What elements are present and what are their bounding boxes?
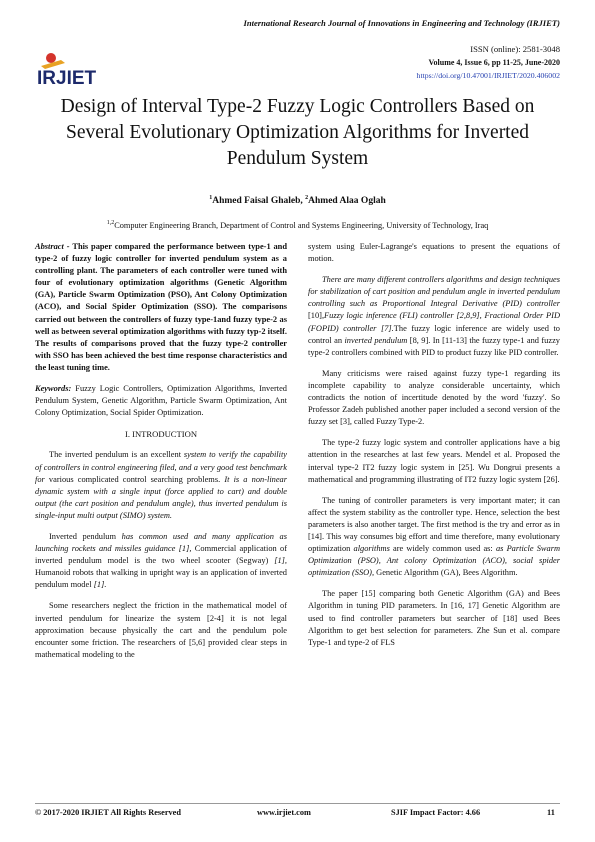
keywords-label: Keywords:	[35, 384, 76, 394]
right-paragraph-4: The tuning of controller parameters is very important mater; it can affect the system stability as the controller type. Hence, selection the best parameters is also another target. The first method is the try and error as in [14]. This way consumes big effort and time therefore, many evolutionary optimization algorithms are widely common used as: as Particle Swarm Optimization (PSO), Ant colony Optimization (ACO), social spider optimization (SSO), Genetic Algorithm (GA), Bees Algorithm.	[308, 495, 560, 578]
intro-paragraph-1: The inverted pendulum is an excellent system to verify the capability of controllers in control engineering filed, and a very good test benchmark for various complicated control searching problems. It is a non-linear dynamic system with a single input (force applied to cart) and double output (the cart position and pendulum angle), thus inverted pendulum is single-input multi output (SIMO) system.	[35, 450, 287, 520]
doi-link[interactable]: https://doi.org/10.47001/IRJIET/2020.406002	[416, 71, 560, 80]
abstract	[35, 241, 287, 374]
journal-logo	[35, 50, 155, 90]
right-paragraph-5: The paper [15] comparing both Genetic Algorithm (GA) and Bees Algorithm in tuning PID parameters. In [16, 17] Genetic Algorithm are used to find controller parameters but searcher of [18] used Bees Algorithm to get best selection for parameters. Zhe Sun et al. compare Type-1 and type-2 of FLS	[308, 589, 560, 647]
section-heading: I. INTRODUCTION	[124, 429, 198, 440]
footer-copyright: © 2017-2020 IRJIET All Rights Reserved	[35, 808, 181, 817]
volume-info: Volume 4, Issue 6, pp 11-25, June-2020	[428, 58, 560, 67]
author1: Ahmed Faisal Ghaleb,	[212, 196, 306, 207]
intro-paragraph-2: Inverted pendulum has common used and many application as launching rockets and missiles guidance [1], Commercial application of inverted pendulum model is the two wheel scooter (Segway) [1], Humanoid robots that walking in upright way is an application of inverted pendulum model [1].	[35, 531, 287, 590]
author1-sup: 1	[209, 195, 213, 201]
issn: ISSN (online): 2581-3048	[470, 44, 560, 54]
paper-title: Design of Interval Type-2 Fuzzy Logic Controllers Based on Several Evolutionary Optimization Algorithms for Inverted Pendulum System	[60, 96, 535, 169]
affiliation	[0, 220, 595, 230]
left-column	[35, 241, 287, 670]
footer-website[interactable]: www.irjiet.com	[257, 808, 311, 817]
right-column	[308, 241, 560, 658]
footer-impact-factor: SJIF Impact Factor: 4.66	[391, 808, 481, 817]
abstract-text: This paper compared the performance between type-1 and type-2 of fuzzy logic controller for inverted pendulum system as a controlling plant. The parameters of each controller were tuned with four of evolutionary optimization algorithms (Genetic Algorithm (GA), Particle Swarm Optimization (PSO), Ant Colony Optimization (ACO), and Social Spider Optimization (SSO). The comparisons carried out between the controllers of fuzzy type-1and fuzzy type-2 as well as between several optimization algorithms with fuzzy typ-2 itself. The results of comparisons proved that the fuzzy type-2 controller with SSO has been achieved the best time response characteristics and the least tuning time.	[35, 242, 287, 372]
right-paragraph-0: system using Euler-Lagrange's equations to present the equations of motion.	[308, 242, 560, 264]
keywords	[35, 383, 287, 419]
right-paragraph-2: Many criticisms were raised against fuzzy type-1 regarding its incomplete capability to analyze considerable uncertainty, which contradicts the notion of incertitude denoted by the word 'fuzzy'. So Professor Zadeh published another paper included a second version of the fuzzy set [3], called Fuzzy Type-2.	[308, 368, 560, 427]
keywords-text: Fuzzy Logic Controllers, Optimization Algorithms, Inverted Pendulum System, Genetic Algorithm, Particle Swarm Optimization, Ant Colony Optimization, Social Spider Optimization.	[35, 384, 287, 418]
abstract-label: Abstract -	[35, 242, 73, 251]
right-paragraph-3: The type-2 fuzzy logic system and controller applications have a big attention in the researches at last few years. Mendel et al. Proposed the interval type-2 IT2 fuzzy logic system in [25]. Wu Dongrui presents a mathematical and programming illustrating of IT2 fuzzy logic system [26].	[308, 438, 560, 484]
affiliation-text: Computer Engineering Branch, Department of Control and Systems Engineering, University of Technology, Iraq	[114, 220, 489, 230]
page-number: 11	[547, 808, 555, 817]
author2: Ahmed Alaa Oglah	[308, 196, 386, 207]
author2-sup: 2	[305, 195, 309, 201]
journal-name: International Research Journal of Innovations in Engineering and Technology (IRJIET)	[243, 18, 560, 28]
right-paragraph-1: There are many different controllers algorithms and design techniques for stabilization of cart position and pendulum angle in inverted pendulum controlling such as Proportional Integral Derivative (PID) controller [10],Fuzzy logic inference (FLI) controller [2,8,9], Fractional Order PID (FOPID) controller [7].The fuzzy logic inference are widely used to control an inverted pendulum [8, 9]. In [11-13] the fuzzy type-1 and fuzzy type-2 controllers combined with PID to product fuzzy like PID controller.	[308, 275, 560, 357]
footer-divider	[35, 803, 560, 804]
intro-paragraph-3: Some researchers neglect the friction in the mathematical model of inverted pendulum for linearize the system [2-4] it is not legal approximation because physically the cart and the pendulum pole encounter some friction. The researchers of [5,6] provided clear steps in mathematical modeling to the	[35, 601, 287, 659]
logo-text: IRJIET	[37, 68, 97, 89]
affiliation-sup: 1,2	[106, 220, 115, 226]
authors	[0, 195, 595, 206]
